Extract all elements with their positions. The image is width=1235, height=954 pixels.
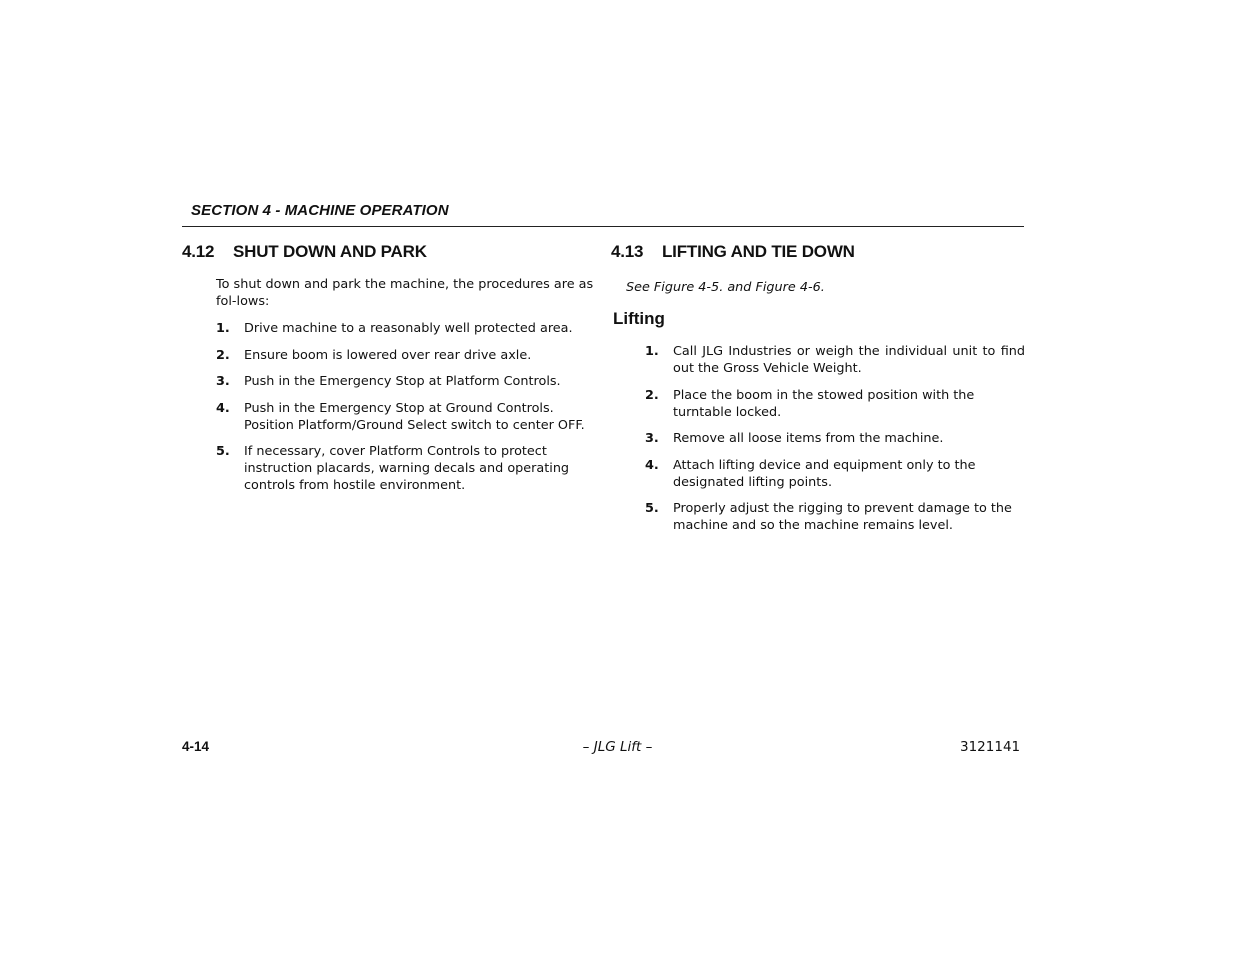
header-rule <box>182 226 1024 227</box>
list-item <box>216 347 597 364</box>
step-number: 1. <box>216 321 230 336</box>
step-text: Place the boom in the stowed position with the turntable locked. <box>673 387 975 420</box>
section-number: 4.13 <box>611 242 644 261</box>
step-number: 3. <box>645 431 659 446</box>
step-text: Drive machine to a reasonably well protected area. <box>244 321 573 336</box>
step-text: Push in the Emergency Stop at Ground Controls. Position Platform/Ground Select switch to center OFF. <box>244 400 585 433</box>
list-item <box>645 430 1025 447</box>
intro-paragraph: To shut down and park the machine, the procedures are as fol-lows: <box>216 277 594 309</box>
document-number: 3121141 <box>960 739 1021 755</box>
list-item <box>216 373 597 390</box>
shutdown-steps-list <box>216 320 597 504</box>
step-number: 4. <box>645 457 659 473</box>
section-title: LIFTING AND TIE DOWN <box>662 242 855 261</box>
list-item <box>216 443 597 494</box>
lifting-steps-list <box>645 343 1025 544</box>
list-item <box>645 343 1025 377</box>
list-item <box>645 500 1025 534</box>
list-item <box>216 400 597 434</box>
list-item <box>216 320 597 337</box>
step-text: Remove all loose items from the machine. <box>673 431 944 446</box>
step-number: 4. <box>216 400 230 416</box>
step-text: Attach lifting device and equipment only to the designated lifting points. <box>673 457 976 490</box>
figure-reference: See Figure 4-5. and Figure 4-6. <box>626 280 825 295</box>
subheading-lifting: Lifting <box>613 309 665 328</box>
step-number: 3. <box>216 374 230 389</box>
footer-title: – JLG Lift – <box>582 739 653 755</box>
list-item <box>645 457 1025 491</box>
step-text: Ensure boom is lowered over rear drive axle. <box>244 347 532 363</box>
section-header: SECTION 4 - MACHINE OPERATION <box>191 202 449 219</box>
step-text: If necessary, cover Platform Controls to protect instruction placards, warning decals and operating controls from hostile environment. <box>244 444 570 493</box>
step-text: Call JLG Industries or weigh the individual unit to find out the Gross Vehicle Weight. <box>673 344 1025 376</box>
step-number: 5. <box>645 501 659 516</box>
heading-lifting-and-tie-down <box>611 242 855 262</box>
step-number: 2. <box>216 347 230 363</box>
section-number: 4.12 <box>182 242 215 261</box>
step-text: Properly adjust the rigging to prevent damage to the machine and so the machine remains level. <box>673 501 1012 533</box>
heading-shut-down-and-park <box>182 242 427 262</box>
step-number: 1. <box>645 344 659 359</box>
step-text: Push in the Emergency Stop at Platform Controls. <box>244 374 561 389</box>
step-number: 5. <box>216 444 230 459</box>
step-number: 2. <box>645 387 659 403</box>
section-title: SHUT DOWN AND PARK <box>233 242 427 261</box>
page-number: 4-14 <box>182 739 210 754</box>
list-item <box>645 387 1025 421</box>
